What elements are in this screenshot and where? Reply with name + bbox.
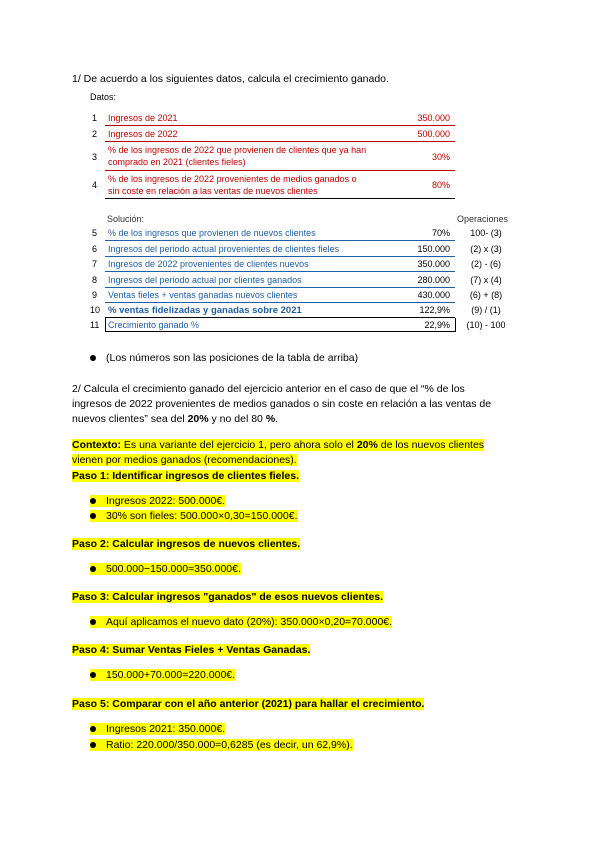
row-operation: (7) x (4) [470,275,502,285]
row-value: 350.000 [417,113,450,123]
paso-2-title: Paso 2: Calcular ingresos de nuevos clientes. [72,538,301,550]
row-operation: 100- (3) [470,228,502,238]
row-number: 1 [92,113,98,123]
row-number: 3 [92,152,98,162]
contexto-line2: vienen por medios ganados (recomendaciones). [72,454,297,466]
note-text: (Los números son las posiciones de la tabla de arriba) [106,352,359,364]
row-number: 7 [92,259,98,269]
row-label: Ventas fieles + ventas ganadas nuevos clientes [108,290,298,300]
row-value: 280.000 [417,275,450,285]
list-item: Ratio: 220.000/350.000=0,6285 (es decir, un 62,9%). [90,739,353,751]
row-number: 5 [92,228,98,238]
bullet-icon [90,566,96,572]
bullet-icon [90,355,96,361]
bullet-icon [90,726,96,732]
solucion-label: Solución: [107,214,145,224]
bullet-icon [90,619,96,625]
question-2-line1: 2/ Calcula el crecimiento ganado del ejercicio anterior en el caso de que el “% de los [72,383,465,395]
row-value: 430.000 [417,290,450,300]
row-label: % de los ingresos que provienen de nuevos clientes [108,228,316,238]
row-label: % de los ingresos de 2022 provenientes de medios ganados o [108,174,357,184]
list-item: 150.000+70.000=220.000€. [90,669,235,681]
row-operation: (2) x (3) [470,244,502,254]
question-2-line3: nuevos clientes” sea del 20% y no del 80 %. [72,413,279,425]
row-number: 9 [92,290,98,300]
row-value: 80% [431,180,450,190]
row-value: 30% [431,152,450,162]
row-operation: (6) + (8) [469,290,503,300]
row-number: 6 [92,244,98,254]
row-operation: (2) - (6) [471,259,501,269]
row-label: Ingresos de 2022 [108,129,178,139]
row-label: sin coste en relación a las ventas de nuevos clientes [108,186,318,196]
row-value: 500.000 [417,129,450,139]
row-label: % de los ingresos de 2022 que provienen de clientes que ya han [108,145,367,155]
list-item: 500.000−150.000=350.000€. [90,563,241,575]
question-2-line2: ingresos de 2022 provenientes de medios ganados o sin coste en relación a las ventas de [72,398,492,410]
row-number: 11 [90,320,100,330]
row-operation: (10) - 100 [466,320,506,330]
list-item: Aquí aplicamos el nuevo dato (20%): 350.000×0,20=70.000€. [90,616,392,628]
row-label: % ventas fidelizadas y ganadas sobre 2021 [108,305,302,316]
row-number: 10 [90,305,101,315]
row-value: 22,9% [424,320,450,330]
row-label: Crecimiento ganado % [108,320,200,330]
row-label: Ingresos del periodo actual por clientes ganados [108,275,302,285]
row-value: 150.000 [417,244,450,254]
note-bullet [90,352,358,364]
row-label: Ingresos de 2021 [108,113,178,123]
bullet-icon [90,513,96,519]
row-value: 122,9% [419,305,450,315]
row-value: 70% [431,228,450,238]
row-number: 8 [92,275,98,285]
bullet-icon [90,742,96,748]
operaciones-label: Operaciones [457,214,509,224]
paso-5-title: Paso 5: Comparar con el año anterior (2021) para hallar el crecimiento. [72,698,425,710]
bullet-icon [90,498,96,504]
datos-label: Datos: [90,92,117,102]
list-item: Ingresos 2021: 350.000€. [90,723,225,735]
paso-4-title: Paso 4: Sumar Ventas Fieles + Ventas Ganadas. [72,644,311,656]
paso-1-title: Paso 1: Identificar ingresos de clientes fieles. [72,470,300,482]
list-item: 30% son fieles: 500.000×0,30=150.000€. [90,510,298,522]
row-number: 4 [92,180,98,190]
contexto-line1: Contexto: Es una variante del ejercicio 1, pero ahora solo el 20% de los nuevos clientes [72,439,485,451]
row-value: 350.000 [417,259,450,269]
list-item: Ingresos 2022: 500.000€. [90,495,225,507]
paso-3-title: Paso 3: Calcular ingresos "ganados" de esos nuevos clientes. [72,591,384,603]
bullet-icon [90,672,96,678]
row-label: comprado en 2021 (clientes fieles) [108,157,246,167]
row-label: Ingresos del periodo actual provenientes de clientes fieles [108,244,340,254]
row-label: Ingresos de 2022 provenientes de clientes nuevos [108,259,309,269]
row-number: 2 [92,129,98,139]
question-1-title: 1/ De acuerdo a los siguientes datos, calcula el crecimiento ganado. [72,73,389,85]
row-operation: (9) / (1) [471,305,501,315]
